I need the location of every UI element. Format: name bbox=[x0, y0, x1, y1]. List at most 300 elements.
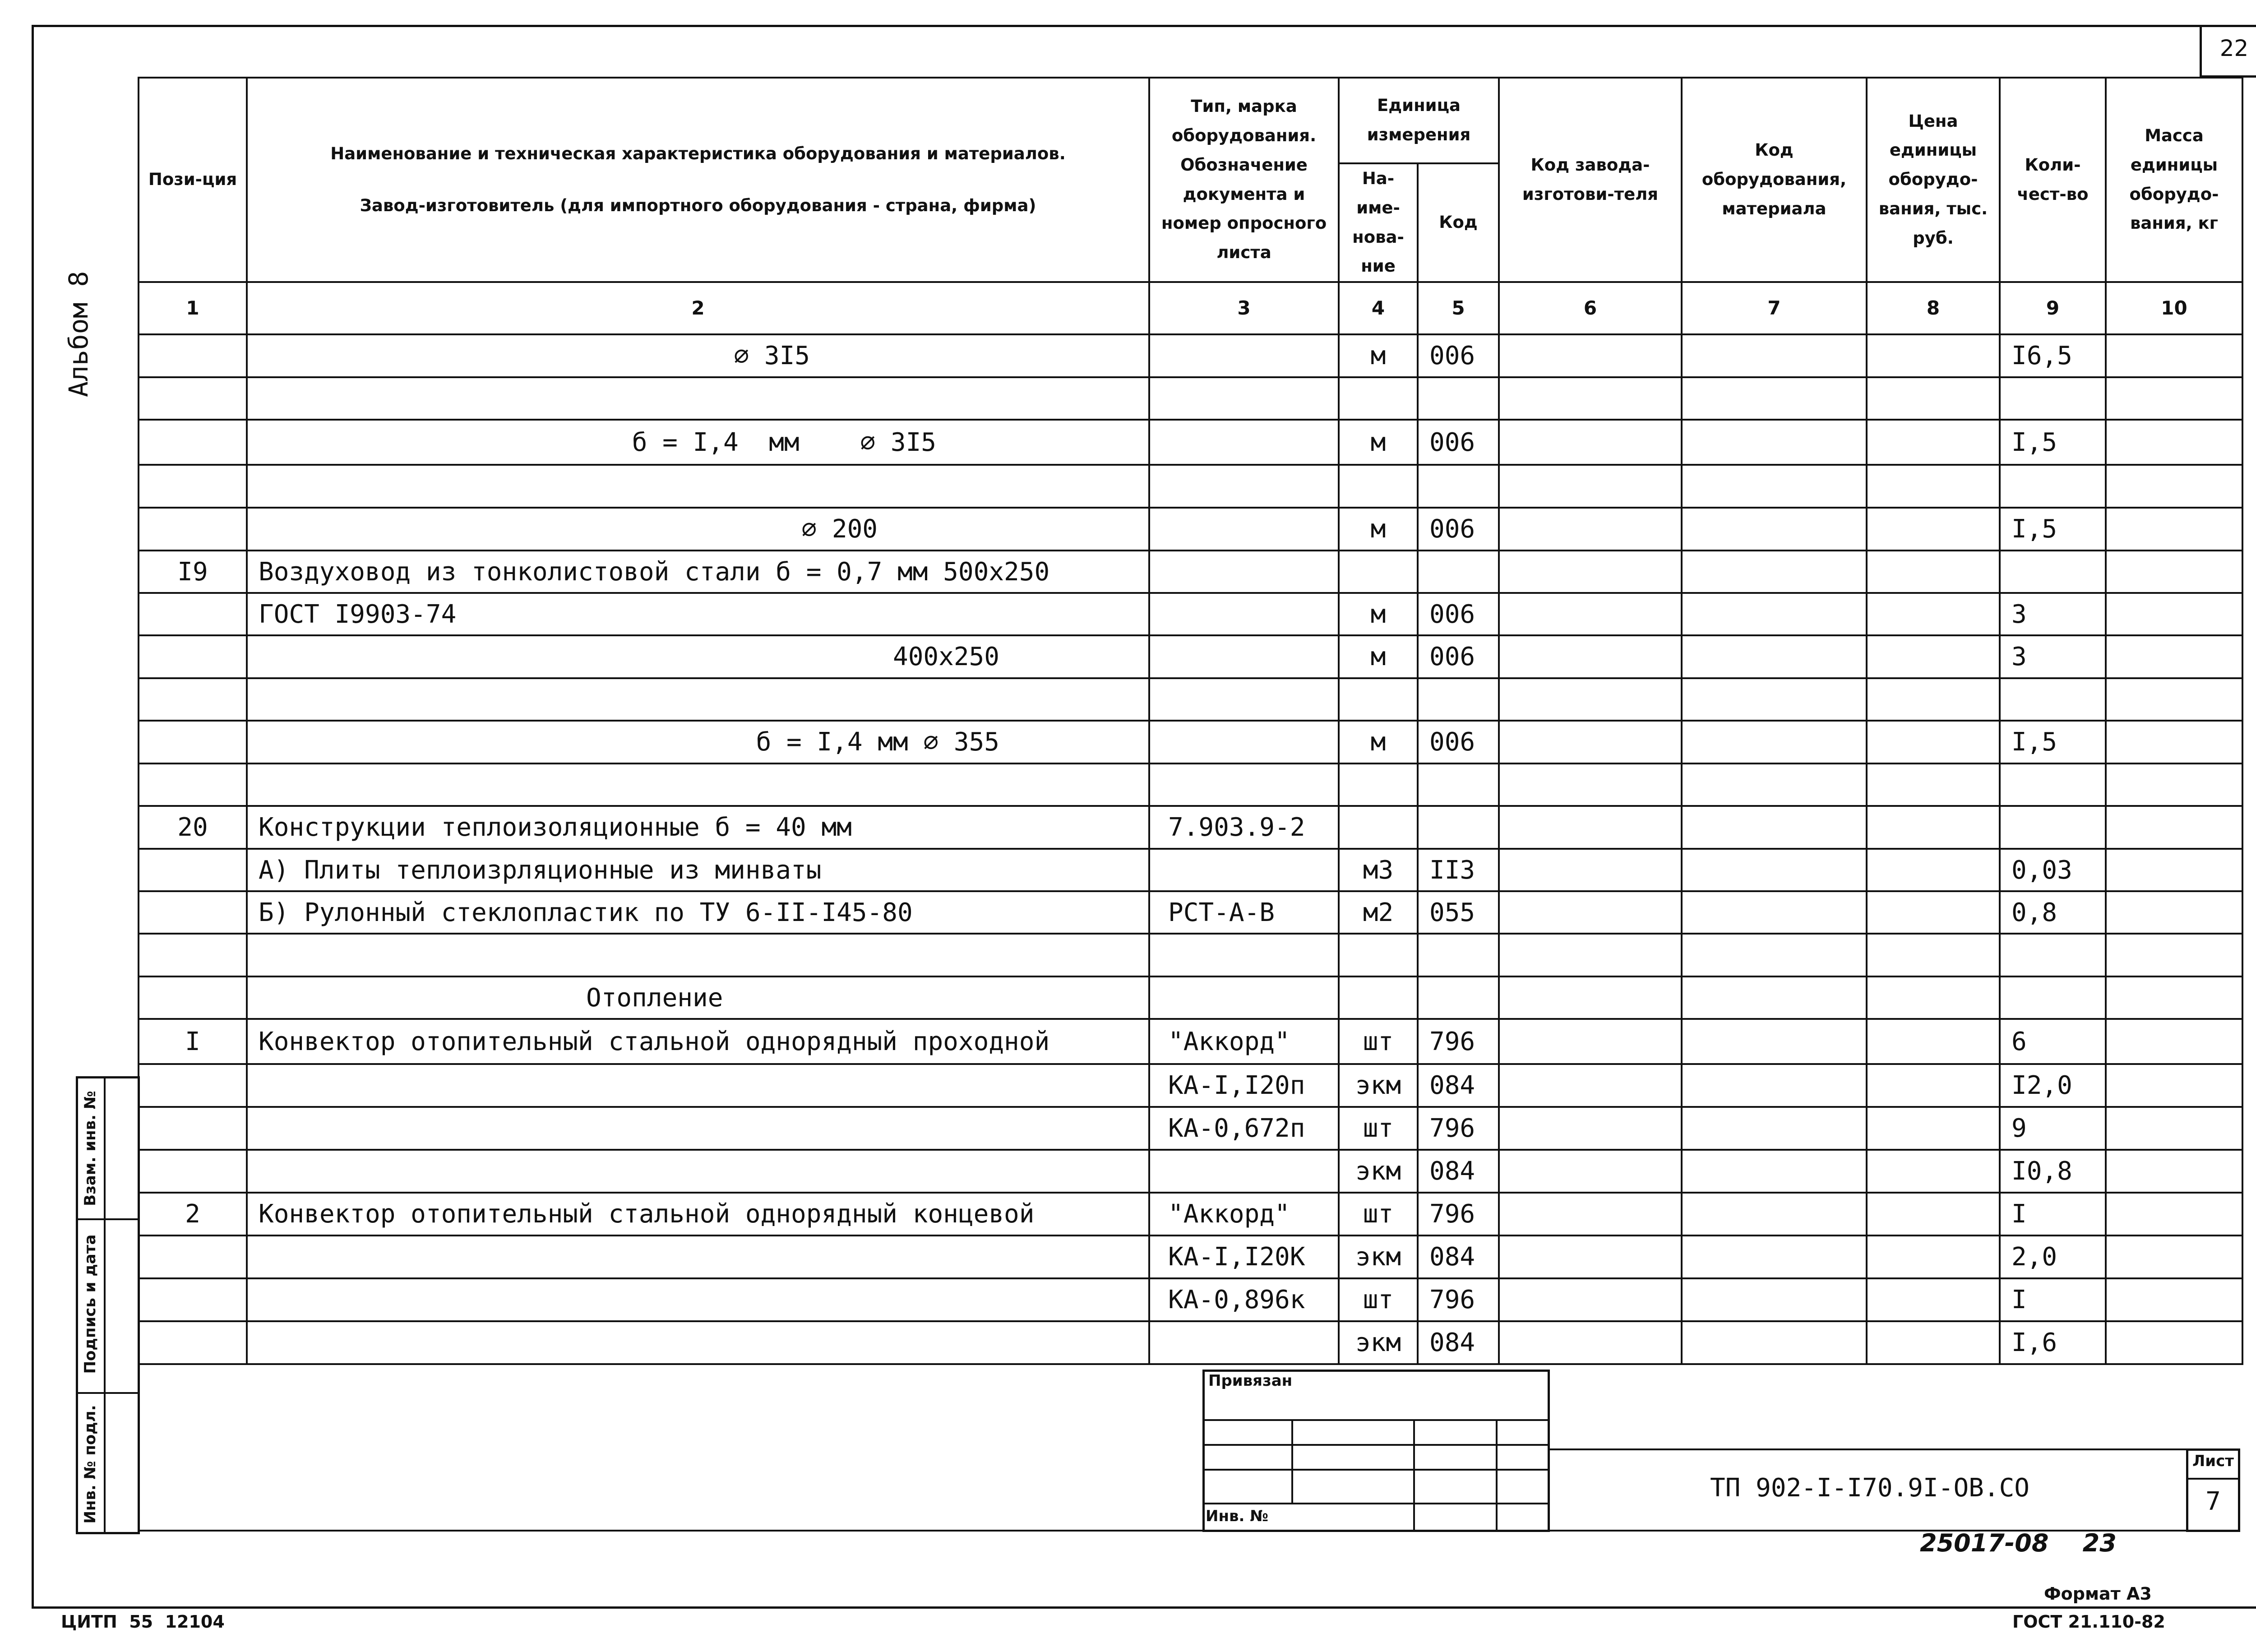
column-number: 2 bbox=[247, 282, 1149, 334]
header-name-line2: Завод-изготовитель (для импортного оборудования - страна, фирма) bbox=[360, 195, 1036, 215]
type-cell: РСТ-А-В bbox=[1149, 891, 1339, 934]
name-cell: Конвектор отопительный стальной однорядный проходной bbox=[247, 1019, 1149, 1064]
factory-code-cell bbox=[1499, 551, 1682, 593]
mass-cell bbox=[2106, 334, 2242, 377]
quantity-cell: 0,03 bbox=[2000, 849, 2106, 891]
code-cell bbox=[1418, 678, 1499, 721]
material-code-cell bbox=[1682, 721, 1867, 764]
quantity-cell bbox=[2000, 806, 2106, 849]
unit-cell: шт bbox=[1339, 1019, 1418, 1064]
name-cell: ⌀ 3I5 bbox=[247, 334, 1149, 377]
sidebar-podpis-data: Подпись и дата bbox=[81, 1234, 99, 1374]
material-code-cell bbox=[1682, 377, 1867, 420]
unit-cell: м bbox=[1339, 635, 1418, 678]
code-cell: 006 bbox=[1418, 334, 1499, 377]
factory-code-cell bbox=[1499, 635, 1682, 678]
column-number: 3 bbox=[1149, 282, 1339, 334]
price-cell bbox=[1867, 593, 2000, 635]
type-cell bbox=[1149, 976, 1339, 1019]
price-cell bbox=[1867, 508, 2000, 551]
unit-cell bbox=[1339, 934, 1418, 976]
name-cell bbox=[247, 377, 1149, 420]
price-cell bbox=[1867, 551, 2000, 593]
quantity-cell: I,5 bbox=[2000, 420, 2106, 465]
position-cell: 20 bbox=[139, 806, 247, 849]
position-cell bbox=[139, 849, 247, 891]
position-cell bbox=[139, 1064, 247, 1107]
name-cell: Б) Рулонный стеклопластик по ТУ 6-II-I45-80 bbox=[247, 891, 1149, 934]
code-cell bbox=[1418, 377, 1499, 420]
mass-cell bbox=[2106, 1236, 2242, 1278]
position-cell bbox=[139, 508, 247, 551]
table-row bbox=[139, 849, 2242, 891]
type-cell bbox=[1149, 551, 1339, 593]
name-cell bbox=[247, 465, 1149, 508]
unit-cell: м bbox=[1339, 334, 1418, 377]
table-row bbox=[139, 1236, 2242, 1278]
table-row bbox=[139, 806, 2242, 849]
material-code-cell bbox=[1682, 593, 1867, 635]
factory-code-cell bbox=[1499, 678, 1682, 721]
code-cell: 796 bbox=[1418, 1107, 1499, 1150]
factory-code-cell bbox=[1499, 1193, 1682, 1236]
position-cell bbox=[139, 465, 247, 508]
table-row bbox=[139, 1064, 2242, 1107]
type-cell: КА-I,I20п bbox=[1149, 1064, 1339, 1107]
type-cell bbox=[1149, 934, 1339, 976]
mass-cell bbox=[2106, 1019, 2242, 1064]
name-cell bbox=[247, 764, 1149, 806]
unit-cell: шт bbox=[1339, 1193, 1418, 1236]
name-cell bbox=[247, 678, 1149, 721]
table-row bbox=[139, 635, 2242, 678]
column-number: 5 bbox=[1418, 282, 1499, 334]
price-cell bbox=[1867, 1278, 2000, 1321]
table-row bbox=[139, 976, 2242, 1019]
unit-cell: м bbox=[1339, 508, 1418, 551]
unit-cell: экм bbox=[1339, 1236, 1418, 1278]
price-cell bbox=[1867, 806, 2000, 849]
material-code-cell bbox=[1682, 551, 1867, 593]
factory-code-cell bbox=[1499, 334, 1682, 377]
sheet-label: Лист bbox=[2192, 1452, 2234, 1470]
name-cell: 400х250 bbox=[247, 635, 1149, 678]
material-code-cell bbox=[1682, 1150, 1867, 1193]
mass-cell bbox=[2106, 593, 2242, 635]
material-code-cell bbox=[1682, 1019, 1867, 1064]
column-number: 10 bbox=[2106, 282, 2242, 334]
material-code-cell bbox=[1682, 976, 1867, 1019]
code-cell: 796 bbox=[1418, 1193, 1499, 1236]
position-cell bbox=[139, 1150, 247, 1193]
position-cell bbox=[139, 593, 247, 635]
column-number: 4 bbox=[1339, 282, 1418, 334]
type-cell bbox=[1149, 678, 1339, 721]
name-cell: А) Плиты теплоизрляционные из минваты bbox=[247, 849, 1149, 891]
table-row bbox=[139, 465, 2242, 508]
type-cell bbox=[1149, 635, 1339, 678]
unit-cell bbox=[1339, 764, 1418, 806]
position-cell bbox=[139, 635, 247, 678]
type-cell: "Аккорд" bbox=[1149, 1019, 1339, 1064]
type-cell bbox=[1149, 764, 1339, 806]
price-cell bbox=[1867, 721, 2000, 764]
name-cell: Воздуховод из тонколистовой стали б = 0,7 мм 500х250 bbox=[247, 551, 1149, 593]
header-factory-code: Код завода-изготови-теля bbox=[1499, 78, 1682, 282]
name-cell: Конструкции теплоизоляционные б = 40 мм bbox=[247, 806, 1149, 849]
mass-cell bbox=[2106, 420, 2242, 465]
material-code-cell bbox=[1682, 849, 1867, 891]
type-cell: "Аккорд" bbox=[1149, 1193, 1339, 1236]
mass-cell bbox=[2106, 377, 2242, 420]
material-code-cell bbox=[1682, 508, 1867, 551]
header-material-code: Код оборудования, материала bbox=[1682, 78, 1867, 282]
material-code-cell bbox=[1682, 1236, 1867, 1278]
table-row bbox=[139, 721, 2242, 764]
table-row bbox=[139, 508, 2242, 551]
table-row bbox=[139, 891, 2242, 934]
material-code-cell bbox=[1682, 678, 1867, 721]
column-number: 6 bbox=[1499, 282, 1682, 334]
sheet-number: 7 bbox=[2205, 1487, 2221, 1516]
position-cell bbox=[139, 891, 247, 934]
price-cell bbox=[1867, 1193, 2000, 1236]
price-cell bbox=[1867, 377, 2000, 420]
table-row bbox=[139, 1150, 2242, 1193]
unit-cell: шт bbox=[1339, 1278, 1418, 1321]
material-code-cell bbox=[1682, 465, 1867, 508]
type-cell bbox=[1149, 849, 1339, 891]
unit-cell: м bbox=[1339, 593, 1418, 635]
table-row bbox=[139, 1019, 2242, 1064]
mass-cell bbox=[2106, 1321, 2242, 1364]
quantity-cell: 3 bbox=[2000, 635, 2106, 678]
table-row bbox=[139, 934, 2242, 976]
unit-cell bbox=[1339, 551, 1418, 593]
header-unit-code: Код bbox=[1418, 163, 1499, 282]
quantity-cell bbox=[2000, 934, 2106, 976]
inv-label: Инв. № bbox=[1206, 1507, 1269, 1525]
position-cell bbox=[139, 934, 247, 976]
code-cell bbox=[1418, 806, 1499, 849]
code-cell: 796 bbox=[1418, 1019, 1499, 1064]
name-cell bbox=[247, 934, 1149, 976]
header-unit-name: На-име-нова-ние bbox=[1339, 163, 1418, 282]
name-cell: ГОСТ I9903-74 bbox=[247, 593, 1149, 635]
position-cell bbox=[139, 764, 247, 806]
quantity-cell: 6 bbox=[2000, 1019, 2106, 1064]
type-cell bbox=[1149, 377, 1339, 420]
column-number: 7 bbox=[1682, 282, 1867, 334]
name-cell bbox=[247, 1150, 1149, 1193]
mass-cell bbox=[2106, 721, 2242, 764]
quantity-cell: 3 bbox=[2000, 593, 2106, 635]
price-cell bbox=[1867, 891, 2000, 934]
unit-cell: экм bbox=[1339, 1064, 1418, 1107]
header-type: Тип, марка оборудования. Обозначение документа и номер опросного листа bbox=[1149, 78, 1339, 282]
factory-code-cell bbox=[1499, 721, 1682, 764]
factory-code-cell bbox=[1499, 377, 1682, 420]
mass-cell bbox=[2106, 508, 2242, 551]
type-cell: КА-0,896к bbox=[1149, 1278, 1339, 1321]
handwritten-number: 25017-08 23 bbox=[1920, 1529, 2117, 1557]
mass-cell bbox=[2106, 976, 2242, 1019]
type-cell bbox=[1149, 1321, 1339, 1364]
quantity-cell bbox=[2000, 678, 2106, 721]
privyazan-label: Привязан bbox=[1208, 1372, 1293, 1390]
unit-cell: м2 bbox=[1339, 891, 1418, 934]
unit-cell: м bbox=[1339, 721, 1418, 764]
code-cell bbox=[1418, 465, 1499, 508]
factory-code-cell bbox=[1499, 976, 1682, 1019]
name-cell bbox=[247, 1278, 1149, 1321]
unit-cell bbox=[1339, 976, 1418, 1019]
type-cell bbox=[1149, 593, 1339, 635]
quantity-cell: I0,8 bbox=[2000, 1150, 2106, 1193]
quantity-cell: I,5 bbox=[2000, 508, 2106, 551]
name-cell bbox=[247, 1107, 1149, 1150]
code-cell: 084 bbox=[1418, 1236, 1499, 1278]
mass-cell bbox=[2106, 891, 2242, 934]
column-number: 1 bbox=[139, 282, 247, 334]
factory-code-cell bbox=[1499, 764, 1682, 806]
price-cell bbox=[1867, 1150, 2000, 1193]
header-quantity: Коли-чест-во bbox=[2000, 78, 2106, 282]
mass-cell bbox=[2106, 465, 2242, 508]
name-cell: Отопление bbox=[247, 976, 1149, 1019]
type-cell bbox=[1149, 465, 1339, 508]
quantity-cell bbox=[2000, 377, 2106, 420]
factory-code-cell bbox=[1499, 849, 1682, 891]
header-name bbox=[247, 78, 1149, 282]
code-cell bbox=[1418, 934, 1499, 976]
code-cell bbox=[1418, 764, 1499, 806]
left-print-code: ЦИТП 55 12104 bbox=[61, 1612, 225, 1632]
price-cell bbox=[1867, 334, 2000, 377]
quantity-cell: I6,5 bbox=[2000, 334, 2106, 377]
name-cell: Конвектор отопительный стальной однорядный концевой bbox=[247, 1193, 1149, 1236]
quantity-cell bbox=[2000, 465, 2106, 508]
code-cell: 084 bbox=[1418, 1150, 1499, 1193]
factory-code-cell bbox=[1499, 1064, 1682, 1107]
table-row bbox=[139, 551, 2242, 593]
table-row bbox=[139, 678, 2242, 721]
mass-cell bbox=[2106, 1150, 2242, 1193]
material-code-cell bbox=[1682, 1064, 1867, 1107]
unit-cell: м bbox=[1339, 420, 1418, 465]
factory-code-cell bbox=[1499, 934, 1682, 976]
code-cell: 084 bbox=[1418, 1321, 1499, 1364]
table-row bbox=[139, 764, 2242, 806]
quantity-cell: 0,8 bbox=[2000, 891, 2106, 934]
material-code-cell bbox=[1682, 934, 1867, 976]
unit-cell: экм bbox=[1339, 1321, 1418, 1364]
unit-cell: м3 bbox=[1339, 849, 1418, 891]
album-label: Альбом 8 bbox=[63, 271, 94, 397]
table-row bbox=[139, 1278, 2242, 1321]
material-code-cell bbox=[1682, 891, 1867, 934]
material-code-cell bbox=[1682, 806, 1867, 849]
code-cell: 006 bbox=[1418, 420, 1499, 465]
price-cell bbox=[1867, 764, 2000, 806]
code-cell: 055 bbox=[1418, 891, 1499, 934]
price-cell bbox=[1867, 934, 2000, 976]
name-cell: б = I,4 мм ⌀ 355 bbox=[247, 721, 1149, 764]
position-cell bbox=[139, 1278, 247, 1321]
name-cell bbox=[247, 1321, 1149, 1364]
mass-cell bbox=[2106, 806, 2242, 849]
material-code-cell bbox=[1682, 1193, 1867, 1236]
unit-cell: шт bbox=[1339, 1107, 1418, 1150]
material-code-cell bbox=[1682, 764, 1867, 806]
name-cell bbox=[247, 1064, 1149, 1107]
code-cell: II3 bbox=[1418, 849, 1499, 891]
code-cell: 006 bbox=[1418, 508, 1499, 551]
quantity-cell bbox=[2000, 764, 2106, 806]
quantity-cell: 2,0 bbox=[2000, 1236, 2106, 1278]
table-row bbox=[139, 420, 2242, 465]
factory-code-cell bbox=[1499, 1019, 1682, 1064]
mass-cell bbox=[2106, 1064, 2242, 1107]
gost-label: ГОСТ 21.110-82 bbox=[2012, 1612, 2165, 1632]
factory-code-cell bbox=[1499, 1278, 1682, 1321]
material-code-cell bbox=[1682, 420, 1867, 465]
price-cell bbox=[1867, 420, 2000, 465]
factory-code-cell bbox=[1499, 508, 1682, 551]
position-cell bbox=[139, 1107, 247, 1150]
position-cell: I9 bbox=[139, 551, 247, 593]
material-code-cell bbox=[1682, 334, 1867, 377]
price-cell bbox=[1867, 1236, 2000, 1278]
code-cell: 006 bbox=[1418, 635, 1499, 678]
table-row bbox=[139, 593, 2242, 635]
table-row bbox=[139, 377, 2242, 420]
quantity-cell: 9 bbox=[2000, 1107, 2106, 1150]
type-cell bbox=[1149, 1150, 1339, 1193]
position-cell: 2 bbox=[139, 1193, 247, 1236]
quantity-cell: I2,0 bbox=[2000, 1064, 2106, 1107]
header-unit: Единица измерения bbox=[1339, 78, 1499, 163]
code-cell: 796 bbox=[1418, 1278, 1499, 1321]
mass-cell bbox=[2106, 764, 2242, 806]
factory-code-cell bbox=[1499, 420, 1682, 465]
type-cell: КА-I,I20К bbox=[1149, 1236, 1339, 1278]
mass-cell bbox=[2106, 635, 2242, 678]
unit-cell bbox=[1339, 806, 1418, 849]
sidebar-inv-podl: Инв. № подл. bbox=[81, 1405, 99, 1524]
factory-code-cell bbox=[1499, 1150, 1682, 1193]
unit-cell: экм bbox=[1339, 1150, 1418, 1193]
position-cell bbox=[139, 976, 247, 1019]
factory-code-cell bbox=[1499, 593, 1682, 635]
mass-cell bbox=[2106, 1107, 2242, 1150]
price-cell bbox=[1867, 1321, 2000, 1364]
mass-cell bbox=[2106, 934, 2242, 976]
page-number: 22 bbox=[2219, 35, 2249, 61]
mass-cell bbox=[2106, 1278, 2242, 1321]
header-name-line1: Наименование и техническая характеристика оборудования и материалов. bbox=[330, 143, 1066, 163]
price-cell bbox=[1867, 976, 2000, 1019]
unit-cell bbox=[1339, 377, 1418, 420]
type-cell bbox=[1149, 721, 1339, 764]
position-cell bbox=[139, 420, 247, 465]
quantity-cell bbox=[2000, 976, 2106, 1019]
material-code-cell bbox=[1682, 635, 1867, 678]
factory-code-cell bbox=[1499, 465, 1682, 508]
factory-code-cell bbox=[1499, 1236, 1682, 1278]
table-row bbox=[139, 1193, 2242, 1236]
header-price: Цена единицы оборудо-вания, тыс. руб. bbox=[1867, 78, 2000, 282]
code-cell: 006 bbox=[1418, 593, 1499, 635]
mass-cell bbox=[2106, 1193, 2242, 1236]
mass-cell bbox=[2106, 551, 2242, 593]
position-cell bbox=[139, 377, 247, 420]
name-cell bbox=[247, 1236, 1149, 1278]
code-cell: 084 bbox=[1418, 1064, 1499, 1107]
mass-cell bbox=[2106, 849, 2242, 891]
quantity-cell: I,6 bbox=[2000, 1321, 2106, 1364]
factory-code-cell bbox=[1499, 806, 1682, 849]
price-cell bbox=[1867, 678, 2000, 721]
type-cell bbox=[1149, 420, 1339, 465]
material-code-cell bbox=[1682, 1278, 1867, 1321]
name-cell: ⌀ 200 bbox=[247, 508, 1149, 551]
name-cell: б = I,4 мм ⌀ 3I5 bbox=[247, 420, 1149, 465]
code-cell: 006 bbox=[1418, 721, 1499, 764]
table-row bbox=[139, 1321, 2242, 1364]
table-row bbox=[139, 334, 2242, 377]
header-mass: Масса единицы оборудо-вания, кг bbox=[2106, 78, 2242, 282]
type-cell: КА-0,672п bbox=[1149, 1107, 1339, 1150]
price-cell bbox=[1867, 465, 2000, 508]
price-cell bbox=[1867, 1064, 2000, 1107]
position-cell bbox=[139, 1236, 247, 1278]
table-row bbox=[139, 1107, 2242, 1150]
factory-code-cell bbox=[1499, 1107, 1682, 1150]
document-code: ТП 902-I-I70.9I-ОВ.СО bbox=[1710, 1473, 2030, 1503]
unit-cell bbox=[1339, 678, 1418, 721]
price-cell bbox=[1867, 849, 2000, 891]
code-cell bbox=[1418, 551, 1499, 593]
price-cell bbox=[1867, 1019, 2000, 1064]
type-cell: 7.903.9-2 bbox=[1149, 806, 1339, 849]
type-cell bbox=[1149, 508, 1339, 551]
code-cell bbox=[1418, 976, 1499, 1019]
position-cell bbox=[139, 721, 247, 764]
quantity-cell: I bbox=[2000, 1278, 2106, 1321]
position-cell bbox=[139, 334, 247, 377]
price-cell bbox=[1867, 1107, 2000, 1150]
factory-code-cell bbox=[1499, 1321, 1682, 1364]
type-cell bbox=[1149, 334, 1339, 377]
specification-table bbox=[138, 77, 2243, 1365]
position-cell bbox=[139, 678, 247, 721]
column-number: 8 bbox=[1867, 282, 2000, 334]
mass-cell bbox=[2106, 678, 2242, 721]
header-position: Пози-ция bbox=[139, 78, 247, 282]
material-code-cell bbox=[1682, 1107, 1867, 1150]
format-label: Формат А3 bbox=[2044, 1584, 2152, 1604]
material-code-cell bbox=[1682, 1321, 1867, 1364]
position-cell: I bbox=[139, 1019, 247, 1064]
position-cell bbox=[139, 1321, 247, 1364]
quantity-cell: I bbox=[2000, 1193, 2106, 1236]
unit-cell bbox=[1339, 465, 1418, 508]
sidebar-vzam-inv: Взам. инв. № bbox=[81, 1091, 99, 1206]
title-block-top bbox=[1548, 1448, 2238, 1450]
factory-code-cell bbox=[1499, 891, 1682, 934]
quantity-cell bbox=[2000, 551, 2106, 593]
